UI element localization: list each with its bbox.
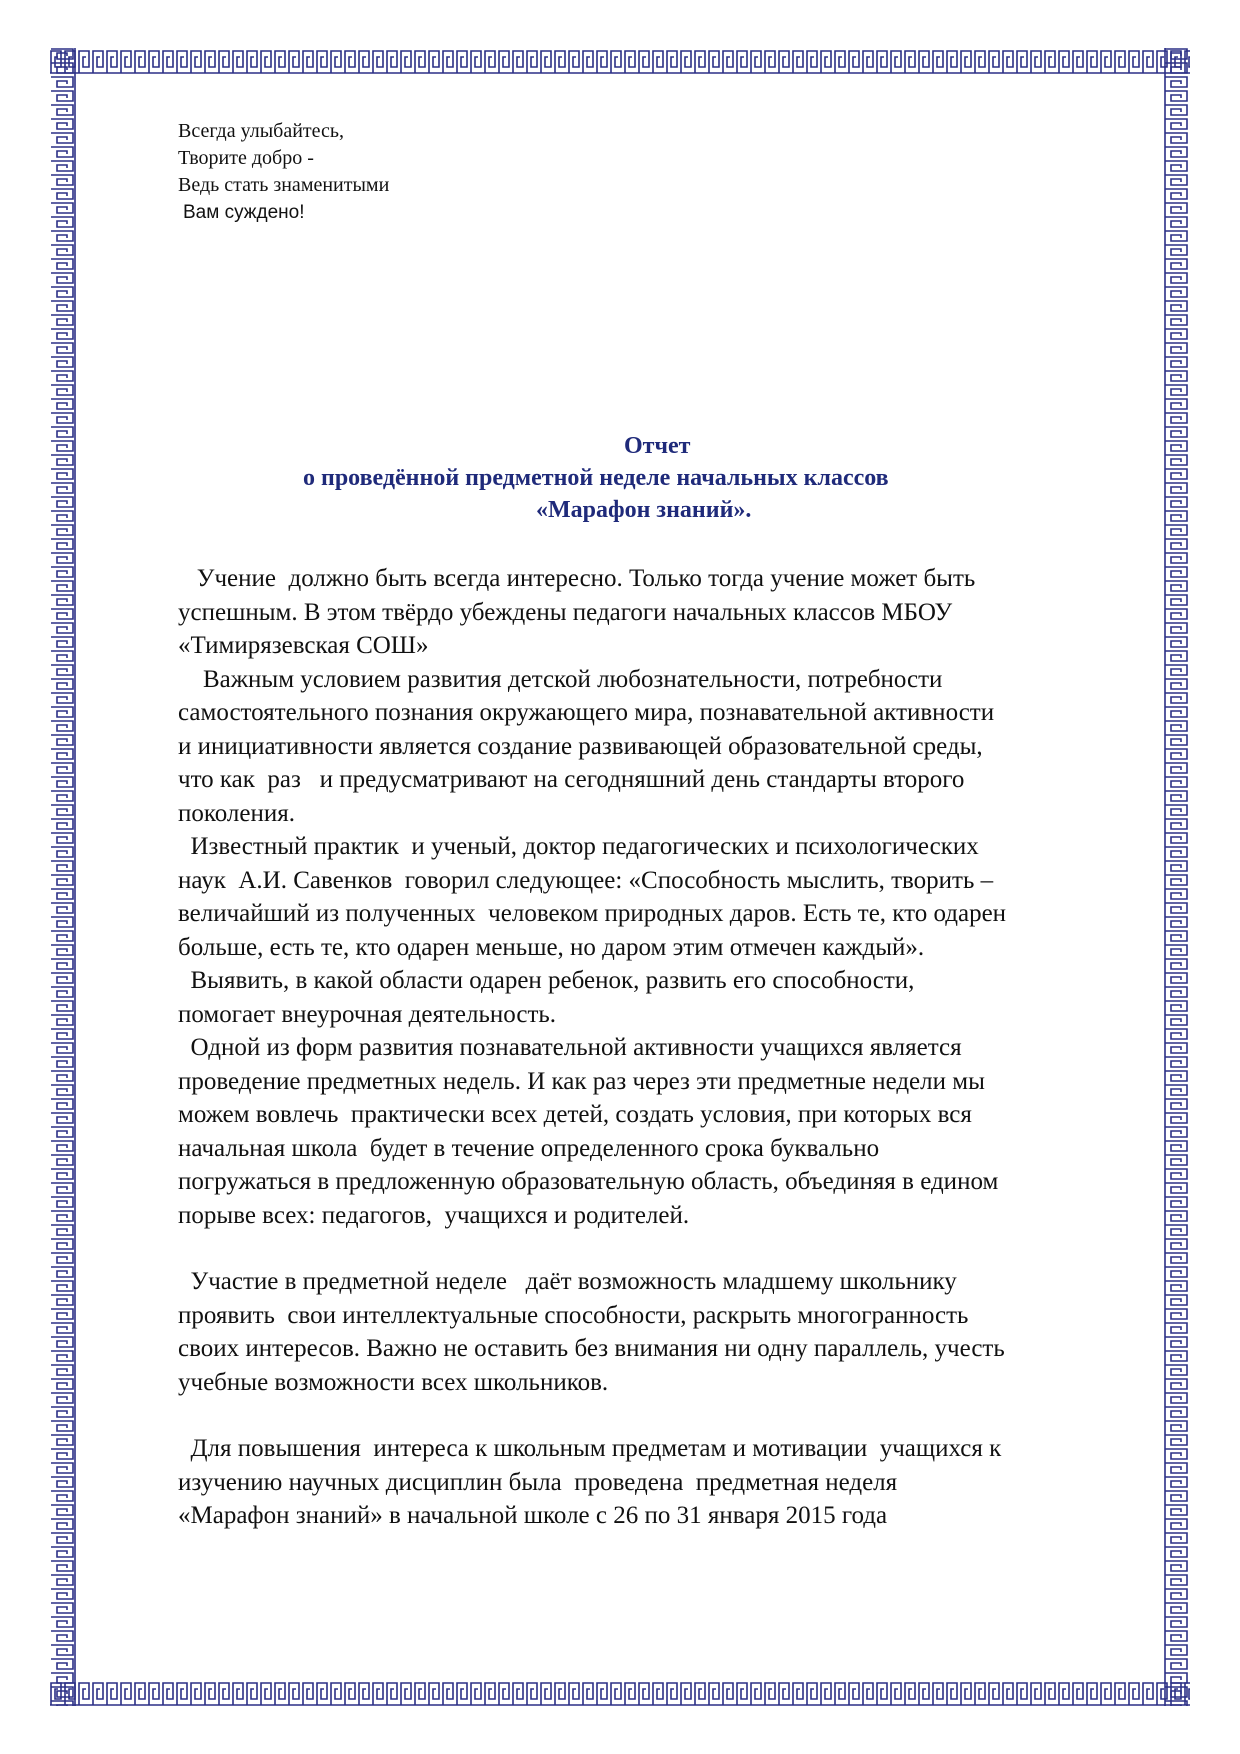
epigraph-line: Вам суждено! (183, 202, 305, 223)
text-line: учебные возможности всех школьников. (178, 1368, 609, 1396)
text-line: начальная школа будет в течение определенного срока буквально (178, 1134, 880, 1162)
text-line: наук А.И. Савенков говорил следующее: «Способность мыслить, творить – (178, 866, 994, 894)
text-line: Участие в предметной неделе даёт возможность младшему школьнику (178, 1268, 957, 1295)
meander-border-top (50, 48, 1190, 74)
text-line: больше, есть те, кто одарен меньше, но даром этим отмечен каждый». (178, 933, 925, 961)
text-line: помогает внеурочная деятельность. (178, 1000, 557, 1028)
meander-border-bottom (50, 1680, 1190, 1706)
text-line: Учение должно быть всегда интересно. Только тогда учение может быть (178, 565, 976, 592)
text-line: поколения. (178, 799, 296, 827)
text-line: изучению научных дисциплин была проведена предметная неделя (178, 1468, 898, 1496)
paragraph (178, 562, 1158, 663)
text-line: что как раз и предусматривают на сегодняшний день стандарты второго (178, 766, 965, 793)
text-line: величайший из полученных человеком природных даров. Есть те, кто одарен (178, 900, 1007, 927)
text-line: погружаться в предложенную образовательную область, объединяя в едином (178, 1168, 999, 1195)
epigraph-line: Творите добро - (178, 147, 314, 169)
text-line: порыве всех: педагогов, учащихся и родителей. (178, 1201, 690, 1229)
paragraph (178, 663, 1158, 831)
text-line: проведение предметных недель. И как раз через эти предметные недели мы (178, 1067, 985, 1095)
text-line: проявить свои интеллектуальные способности, раскрыть многогранность (178, 1301, 969, 1329)
text-line: успешным. В этом твёрдо убеждены педагоги начальных классов МБОУ (178, 598, 953, 626)
text-line: самостоятельного познания окружающего мира, познавательной активности (178, 699, 995, 726)
paragraph (178, 1031, 1158, 1232)
text-line: своих интересов. Важно не оставить без внимания ни одну параллель, учесть (178, 1335, 1005, 1362)
text-line: можем вовлечь практически всех детей, создать условия, при которых вся (178, 1101, 972, 1128)
text-line: Для повышения интереса к школьным предметам и мотивации учащихся к (178, 1435, 1002, 1462)
text-line: «Тимирязевская СОШ» (178, 632, 429, 659)
text-line: и инициативности является создание развивающей образовательной среды, (178, 732, 983, 760)
text-line: «Марафон знаний» в начальной школе с 26 по 31 января 2015 года (178, 1502, 888, 1529)
text-line: Одной из форм развития познавательной активности учащихся является (178, 1034, 962, 1061)
meander-border-left (50, 48, 76, 1706)
epigraph (178, 118, 389, 226)
report-title (176, 430, 1156, 526)
paragraph (178, 1432, 1158, 1533)
paragraph (178, 830, 1158, 964)
paragraph (178, 1265, 1158, 1399)
paragraph-gap (178, 1232, 1158, 1265)
paragraph-gap (178, 1399, 1158, 1432)
title-line: Отчет (624, 433, 691, 459)
epigraph-line: Ведь стать знаменитыми (178, 174, 390, 196)
text-line: Важным условием развития детской любознательности, потребности (178, 665, 943, 693)
report-body (178, 562, 1158, 1533)
paragraph (178, 964, 1158, 1031)
title-line: о проведённой предметной неделе начальных классов (303, 465, 889, 491)
text-line: Известный практик и ученый, доктор педагогических и психологических (178, 833, 979, 860)
title-line: «Марафон знаний». (536, 497, 752, 523)
meander-border-right (1164, 48, 1190, 1706)
epigraph-line: Всегда улыбайтесь, (178, 120, 345, 142)
text-line: Выявить, в какой области одарен ребенок, развить его способности, (178, 967, 915, 994)
